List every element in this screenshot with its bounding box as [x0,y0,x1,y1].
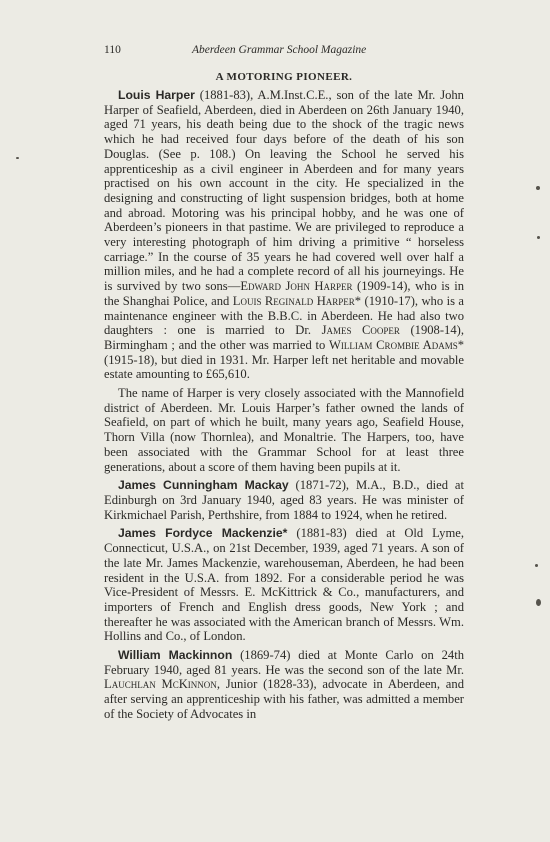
ink-speck [535,564,538,567]
ink-speck [16,157,19,159]
person-name: James Cunningham Mackay [118,478,289,493]
obituary-mackenzie [104,526,464,644]
paragraph-harper-family: The name of Harper is very closely associated with the Mannofield district of Aberdeen. Mr. Louis Harper’s father owned the lands of Seafield, on part of which he built, many years ago, Seafield House, Thorn Villa (now Thornlea), and Monaltrie. The Harpers, too, have been associated with the Grammar School for at least three generations, about a score of them having been pupils at it. [104,386,464,474]
ink-speck [536,186,540,190]
person-name: Edward John Harper [240,279,353,294]
paragraph-text: (1869-74) died at Monte Carlo on 24th February 1940, aged 81 years. He was the second son of the late Mr. [104,648,464,677]
ink-speck [537,236,540,239]
journal-title: Aberdeen Grammar School Magazine [192,44,367,56]
paragraph-text: (1881-83) died at Old Lyme, Connecticut, U.S.A., on 21st December, 1939, aged 71 years. A son of the late Mr. James Mackenzie, warehouseman, Aberdeen, he had been resident in the U.S.A. from 1892. For a considerable period he was Vice-President of Messrs. E. McKittrick & Co., manufacturers, and importers of French and English dress goods, New York ; and thereafter he was associated with the American branch of Messrs. Wm. Hollins and Co., of London. [104,526,464,644]
running-head [104,44,464,60]
obituary-mackay [104,478,464,522]
paragraph-text: , Junior (1828-33), advocate in Aberdeen, and after serving an apprenticeship with his father, was admitted a member of the Society of Advocates in [104,677,464,721]
article-title: A MOTORING PIONEER. [215,71,353,83]
person-name: James Cooper [321,323,400,338]
person-name: William Mackinnon [118,648,233,663]
paragraph-text: (1915-18), but died in 1931. Mr. Harper left net heritable and movable estate amounting to £65,610. [104,352,464,382]
paragraph-text: (1910-17), who is a maintenance engineer with the B.B.C. in Aberdeen. He had also two daughters : one is married to Dr. [104,293,464,338]
person-name: William Crombie Adams* [329,337,465,352]
paragraph-text: (1909-14), who is in the Shanghai Police, and [104,279,464,308]
paragraph-text: (1871-72), M.A., B.D., died at Edinburgh on 3rd January 1940, aged 83 years. He was minister of Kirkmichael Parish, Perthshire, from 1884 to 1924, when he retired. [104,478,465,522]
paragraph-text: (1908-14), Birmingham ; and the other was married to [104,323,464,352]
obituary-mackinnon [104,648,464,722]
ink-speck [536,599,541,606]
person-name: Louis Reginald Harper* [232,293,362,308]
page-number: 110 [104,44,121,56]
person-name: James Fordyce Mackenzie* [118,526,288,541]
article-body [104,71,464,722]
paragraph-text: (1881-83), A.M.Inst.C.E., son of the late Mr. John Harper of Seafield, Aberdeen, died in Aberdeen on 26th January 1940, aged 71 years, his death being due to the shock of the tragic news which he had received four days before of the death of his son Douglas. (See p. 108.) On leaving the School he served his apprenticeship as a civil engineer in Aberdeen and for many years practised on his own account in the city. He specialized in the designing and constructing of light suspension bridges, both at home and abroad. Motoring was his principal hobby, and he was one of Aberdeen’s pioneers in that pastime. We are privileged to reproduce a very interesting photograph of him driving a primitive “ horseless carriage.” In the course of 35 years he had covered well over half a million miles, and he had a complete record of all his journeyings. He is survived by two sons— [104,88,464,294]
person-name: Lauchlan McKinnon [104,677,217,692]
person-name: Louis Harper [118,88,195,102]
paragraph-louis-harper [104,88,464,382]
